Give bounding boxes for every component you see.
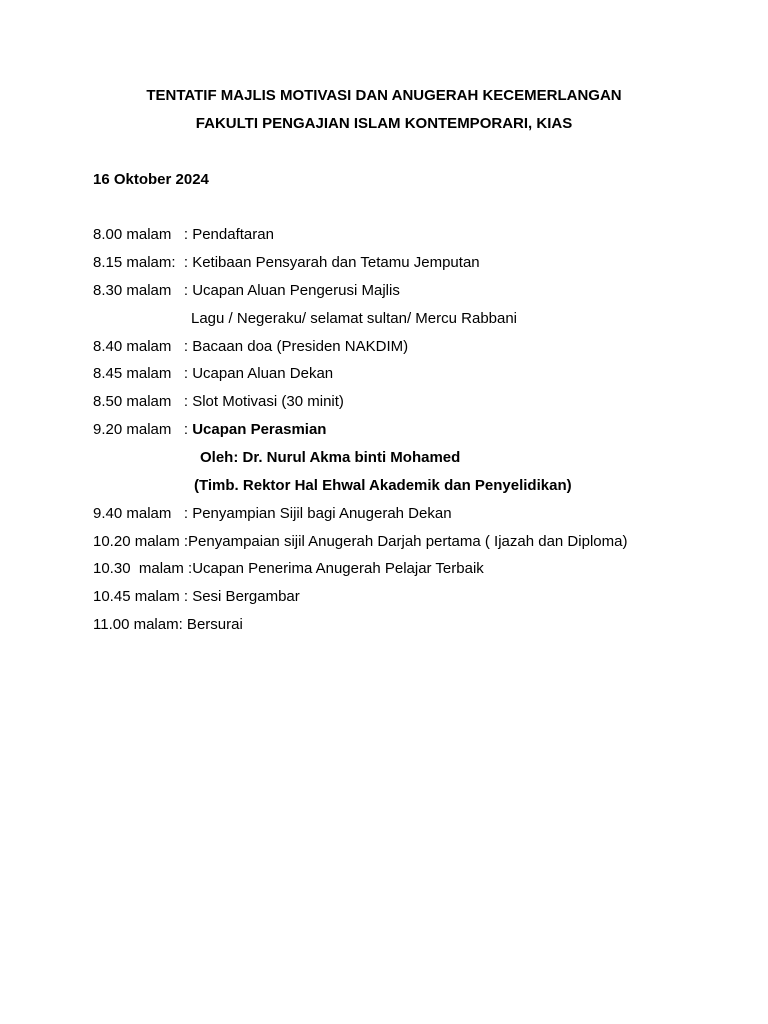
- schedule-item-ucapan-pengerusi: 8.30 malam : Ucapan Aluan Pengerusi Majlis: [93, 282, 400, 299]
- schedule-item-ucapan-dekan: 8.45 malam : Ucapan Aluan Dekan: [93, 365, 334, 382]
- event-date: 16 Oktober 2024: [93, 171, 209, 188]
- schedule-item-slot-motivasi: 8.50 malam : Slot Motivasi (30 minit): [93, 393, 344, 410]
- schedule-item-perasmian-oleh: Oleh: Dr. Nurul Akma binti Mohamed: [200, 449, 461, 466]
- schedule-perasmian-label: Ucapan Perasmian: [192, 421, 327, 438]
- schedule-item-pelajar-terbaik: 10.30 malam :Ucapan Penerima Anugerah Pelajar Terbaik: [93, 560, 484, 577]
- schedule-item-perasmian-jawatan: (Timb. Rektor Hal Ehwal Akademik dan Penyelidikan): [194, 477, 572, 494]
- schedule-item-sijil-darjah: 10.20 malam :Penyampaian sijil Anugerah Darjah pertama ( Ijazah dan Diploma): [93, 533, 628, 550]
- document-title-line1: TENTATIF MAJLIS MOTIVASI DAN ANUGERAH KECEMERLANGAN: [146, 87, 622, 104]
- schedule-item-ketibaan: 8.15 malam: : Ketibaan Pensyarah dan Tetamu Jemputan: [93, 254, 480, 271]
- schedule-item-lagu: Lagu / Negeraku/ selamat sultan/ Mercu Rabbani: [191, 310, 518, 327]
- schedule-item-sijil-dekan: 9.40 malam : Penyampian Sijil bagi Anugerah Dekan: [93, 505, 452, 522]
- schedule-item-sesi-bergambar: 10.45 malam : Sesi Bergambar: [93, 588, 300, 605]
- schedule-time-perasmian: 9.20 malam :: [93, 421, 193, 438]
- schedule-item-bersurai: 11.00 malam: Bersurai: [93, 616, 243, 633]
- document-title-line2: FAKULTI PENGAJIAN ISLAM KONTEMPORARI, KIAS: [195, 115, 573, 132]
- schedule-item-bacaan-doa: 8.40 malam : Bacaan doa (Presiden NAKDIM): [93, 338, 409, 355]
- schedule-item-pendaftaran: 8.00 malam : Pendaftaran: [93, 226, 274, 243]
- schedule-item-perasmian: [93, 421, 326, 438]
